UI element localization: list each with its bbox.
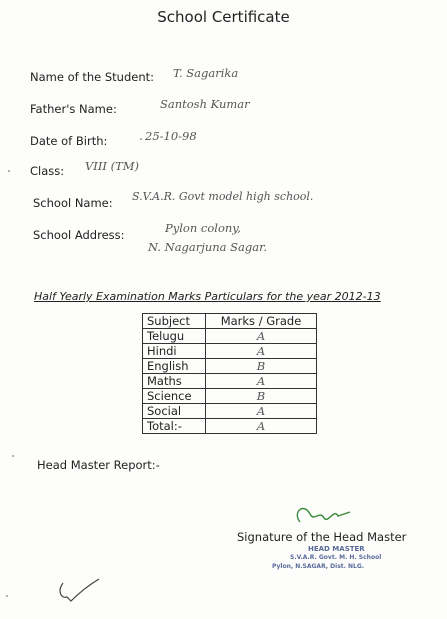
table-row — [143, 344, 317, 359]
grade-cell: A — [206, 419, 317, 434]
table-header-cell: Subject — [143, 314, 206, 329]
marks-heading: Half Yearly Examination Marks Particulars for the year 2012-13 — [34, 290, 381, 303]
school-name-value: S.V.A.R. Govt model high school. — [132, 190, 314, 203]
student-name-value: T. Sagarika — [173, 66, 239, 80]
subject-cell: Telugu — [143, 329, 206, 344]
school-name-label: School Name: — [33, 196, 113, 210]
grade-cell: B — [206, 359, 317, 374]
table-row — [143, 359, 317, 374]
table-header-row — [143, 314, 317, 329]
student-name-label: Name of the Student: — [30, 70, 154, 84]
subject-cell: English — [143, 359, 206, 374]
subject-cell: Science — [143, 389, 206, 404]
scan-speck — [140, 138, 142, 140]
scan-speck — [12, 455, 14, 457]
class-label: Class: — [30, 164, 65, 178]
subject-cell: Hindi — [143, 344, 206, 359]
table-row — [143, 389, 317, 404]
signature-label: Signature of the Head Master — [237, 530, 407, 544]
grade-cell: A — [206, 329, 317, 344]
scan-speck — [6, 595, 8, 597]
grade-cell: A — [206, 344, 317, 359]
stamp-line2: S.V.A.R. Govt. M. H. School — [290, 554, 382, 561]
subject-cell: Total:- — [143, 419, 206, 434]
class-value: VIII (TM) — [85, 159, 140, 173]
stamp-line3: Pylon, N.SAGAR, Dist. NLG. — [272, 563, 365, 570]
dob-label: Date of Birth: — [30, 134, 108, 148]
stamp-line1: HEAD MASTER — [308, 545, 365, 553]
grade-cell: A — [206, 374, 317, 389]
scribble-mark — [55, 575, 105, 610]
school-address-label: School Address: — [33, 228, 125, 242]
dob-value: 25-10-98 — [145, 129, 197, 143]
table-row — [143, 374, 317, 389]
head-master-signature — [290, 500, 360, 532]
father-name-label: Father's Name: — [30, 102, 117, 116]
table-header-cell: Marks / Grade — [206, 314, 317, 329]
school-address-value: Pylon colony, — [165, 221, 241, 235]
head-master-report-label: Head Master Report:- — [37, 458, 160, 472]
scan-speck — [8, 170, 10, 172]
subject-cell: Maths — [143, 374, 206, 389]
grade-cell: A — [206, 404, 317, 419]
marks-table — [142, 313, 317, 434]
table-row — [143, 329, 317, 344]
grade-cell: B — [206, 389, 317, 404]
table-row — [143, 404, 317, 419]
table-row — [143, 419, 317, 434]
page-title: School Certificate — [157, 8, 290, 26]
subject-cell: Social — [143, 404, 206, 419]
father-name-value: Santosh Kumar — [160, 97, 250, 111]
school-address-value-line2: N. Nagarjuna Sagar. — [148, 240, 268, 254]
